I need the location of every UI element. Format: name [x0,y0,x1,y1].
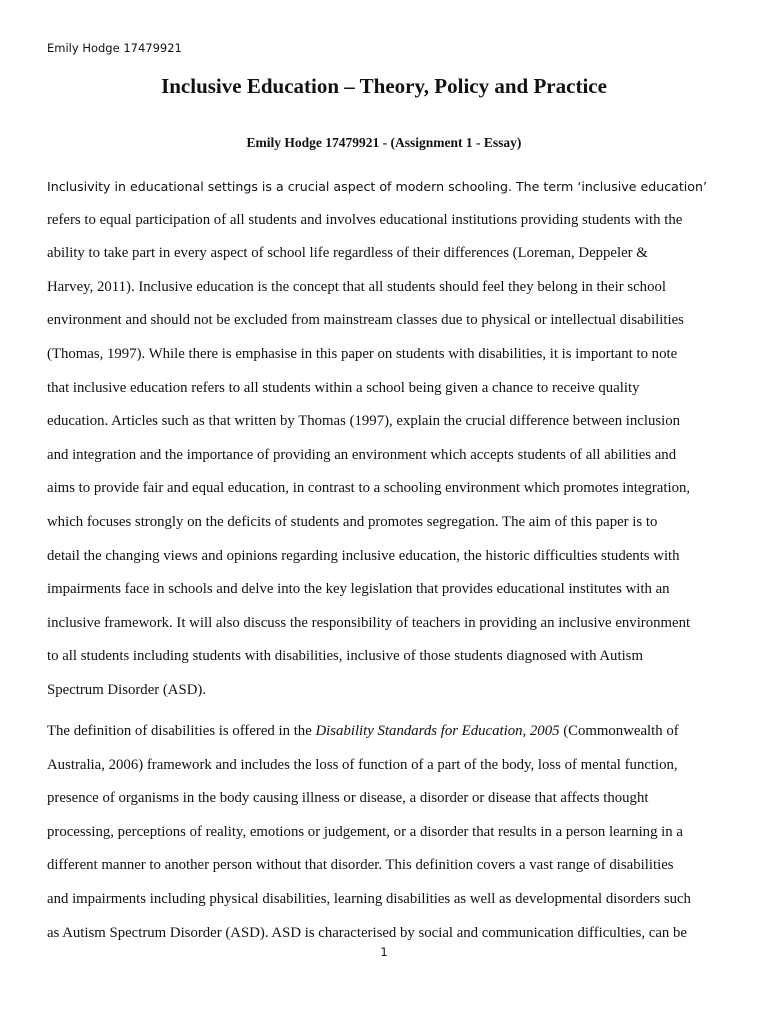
paragraph-line: Spectrum Disorder (ASD). [47,681,207,698]
paragraph-line: processing, perceptions of reality, emotions or judgement, or a disorder that results in a person learning in a [47,823,683,840]
paragraph-line: refers to equal participation of all students and involves educational institutions providing students with the [47,211,683,228]
paragraph-disability-definition [47,715,723,950]
paragraph-line: Harvey, 2011). Inclusive education is the concept that all students should feel they belong in their school [47,278,666,295]
paragraph-line: and integration and the importance of providing an environment which accepts students of all abilities and [47,446,677,463]
paragraph-line: education. Articles such as that written by Thomas (1997), explain the crucial difference between inclusion [47,413,681,430]
paragraph-line: presence of organisms in the body causing illness or disease, a disorder or disease that affects thought [47,790,649,807]
running-header: Emily Hodge 17479921 [47,41,182,55]
paragraph-line: (Thomas, 1997). While there is emphasise in this paper on students with disabilities, it is important to note [47,345,678,362]
paragraph-line: that inclusive education refers to all students within a school being given a chance to receive quality [47,379,640,396]
paragraph-line: ability to take part in every aspect of school life regardless of their differences (Loreman, Deppeler & [47,245,648,262]
paragraph-introduction [47,170,723,708]
paragraph-line: Australia, 2006) framework and includes the loss of function of a part of the body, loss of mental function, [47,756,678,773]
text-run: The definition of disabilities is offered in the [47,723,316,739]
paragraph-line: and impairments including physical disabilities, learning disabilities as well as developmental disorders such [47,890,691,907]
paragraph-line: environment and should not be excluded from mainstream classes due to physical or intellectual disabilities [47,312,684,329]
paragraph-line: Inclusivity in educational settings is a crucial aspect of modern schooling. The term ‘inclusive education’ [47,179,707,194]
paragraph-line: to all students including students with disabilities, inclusive of those students diagnosed with Autism [47,648,643,665]
paragraph-line: different manner to another person without that disorder. This definition covers a vast range of disabilities [47,857,674,874]
paragraph-line: detail the changing views and opinions regarding inclusive education, the historic difficulties students with [47,547,680,564]
paragraph-line [47,715,723,749]
document-subtitle: Emily Hodge 17479921 - (Assignment 1 - Essay) [246,135,522,150]
paragraph-line: as Autism Spectrum Disorder (ASD). ASD is characterised by social and communication difficulties, can be [47,924,687,941]
document-title: Inclusive Education – Theory, Policy and Practice [161,74,607,98]
paragraph-line: which focuses strongly on the deficits of students and promotes segregation. The aim of this paper is to [47,513,658,530]
paragraph-line: aims to provide fair and equal education, in contrast to a schooling environment which promotes integration, [47,480,691,497]
text-run: (Commonwealth of [559,723,679,739]
page-number: 1 [380,945,388,959]
paragraph-line: inclusive framework. It will also discuss the responsibility of teachers in providing an inclusive environment [47,614,691,631]
italic-title-reference: Disability Standards for Education, 2005 [315,723,560,739]
paragraph-line: impairments face in schools and delve into the key legislation that provides educational institutes with an [47,581,670,598]
